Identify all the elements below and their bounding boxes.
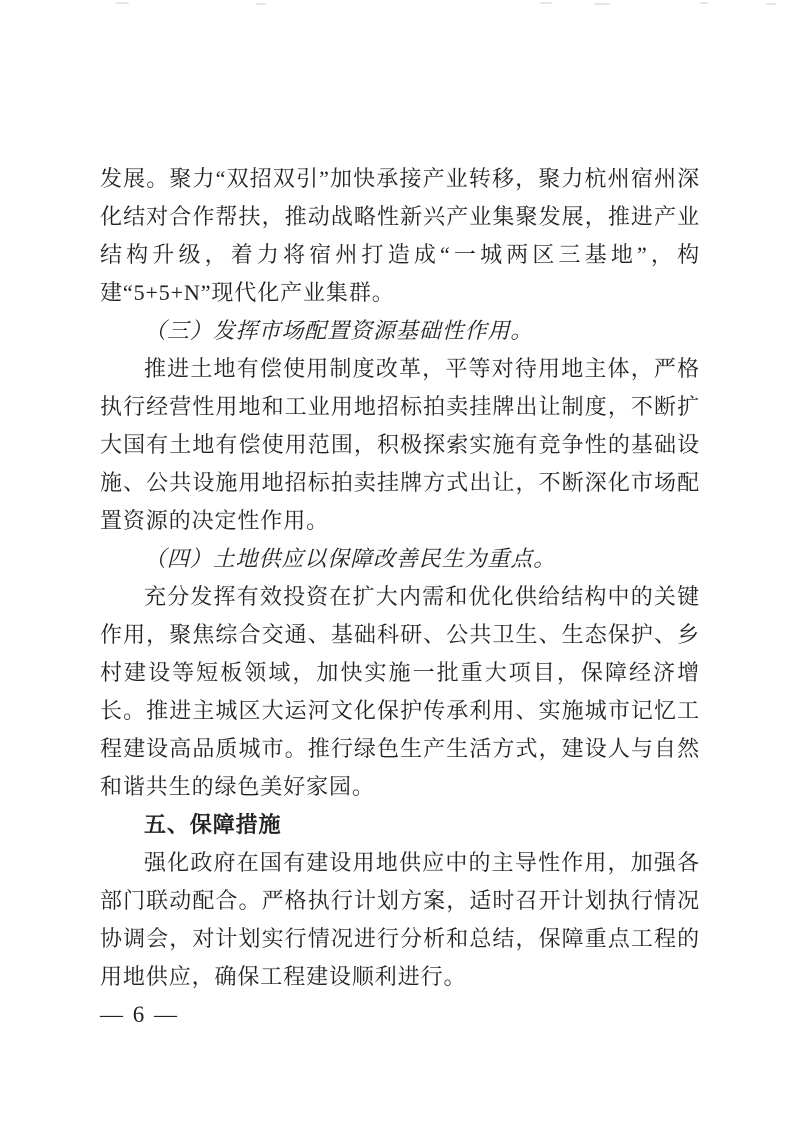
para-section-5: 强化政府在国有建设用地供应中的主导性作用，加强各部门联动配合。严格执行计划方案，适时召开计划执行情况协调会，对计划实行情况进行分析和总结，保障重点工程的用地供应，确保工程建设顺利进行。 <box>100 850 700 989</box>
scan-noise-mark <box>256 3 266 5</box>
heading-section-5: 五、保障措施 <box>144 812 282 837</box>
document-body <box>100 160 700 996</box>
scan-noise-mark <box>540 2 552 4</box>
heading-section-4: （四）土地供应以保障改善民生为重点。 <box>144 546 557 571</box>
scan-noise-mark <box>766 3 776 5</box>
heading-section-3: （三）发挥市场配置资源基础性作用。 <box>144 318 534 343</box>
para-continuation: 发展。聚力“双招双引”加快承接产业转移，聚力杭州宿州深化结对合作帮扶，推动战略性新兴产业集聚发展，推进产业结构升级，着力将宿州打造成“一城两区三基地”，构建“5+5+N”现代化产业集群。 <box>100 166 700 305</box>
para-section-3: 推进土地有偿使用制度改革，平等对待用地主体，严格执行经营性用地和工业用地招标拍卖挂牌出让制度，不断扩大国有土地有偿使用范围，积极探索实施有竞争性的基础设施、公共设施用地招标拍卖挂牌方式出让，不断深化市场配置资源的决定性作用。 <box>100 356 700 533</box>
scan-noise-mark <box>115 2 129 4</box>
scan-noise-mark <box>594 3 610 5</box>
para-section-4: 充分发挥有效投资在扩大内需和优化供给结构中的关键作用，聚焦综合交通、基础科研、公共卫生、生态保护、乡村建设等短板领域，加快实施一批重大项目，保障经济增长。推进主城区大运河文化保护传承利用、实施城市记忆工程建设高品质城市。推行绿色生产生活方式，建设人与自然和谐共生的绿色美好家园。 <box>100 584 700 799</box>
scan-noise-mark <box>700 2 708 4</box>
page-number: — 6 — <box>100 1002 179 1027</box>
